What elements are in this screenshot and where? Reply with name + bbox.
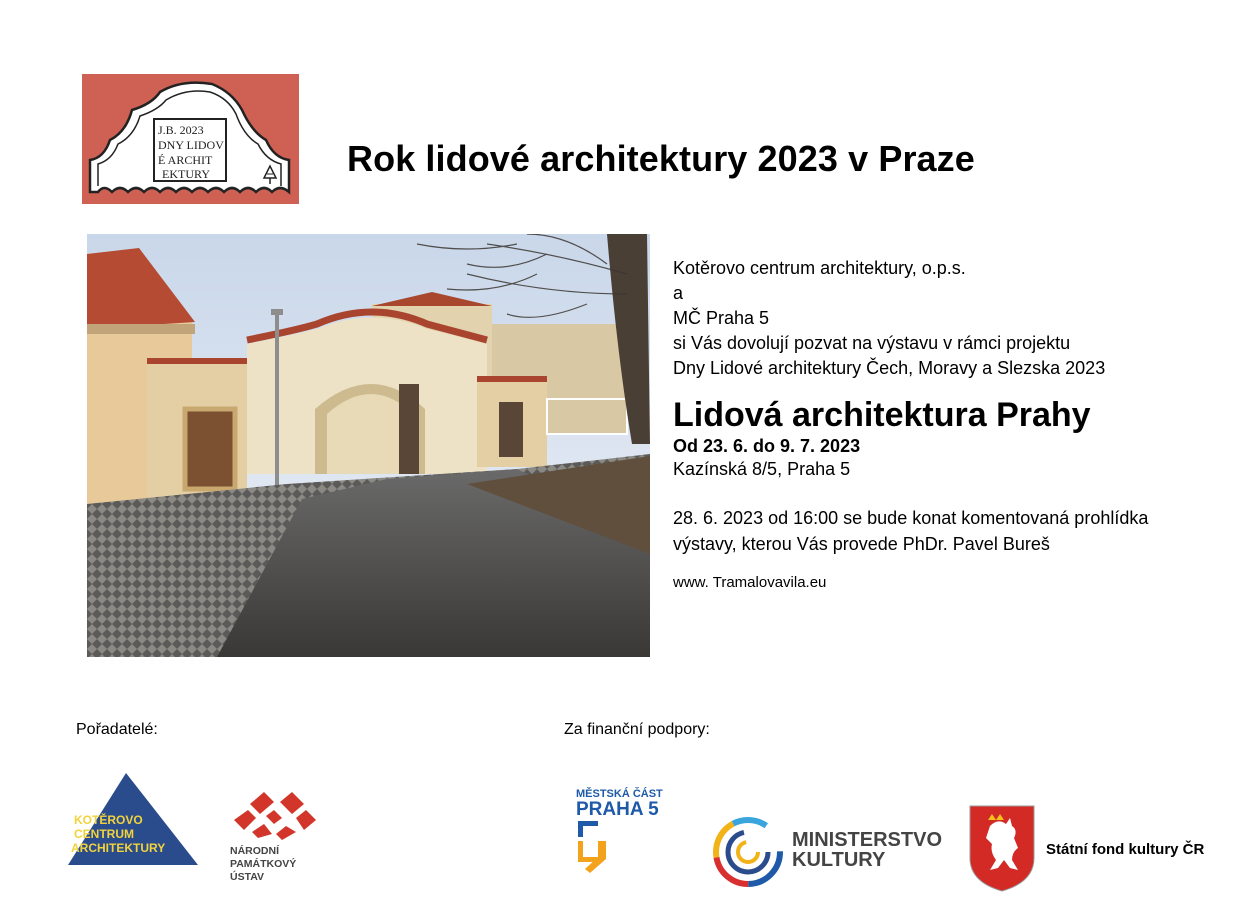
czech-lion-shield-icon	[970, 806, 1034, 891]
exhibition-title: Lidová architektura Prahy	[673, 396, 1091, 434]
kca-logo-line: ARCHITEKTURY	[71, 841, 166, 855]
project-line: Dny Lidové architektury Čech, Moravy a Slezska 2023	[673, 358, 1106, 378]
npu-logo	[230, 790, 340, 885]
ministry-logo-line: KULTURY	[792, 849, 886, 871]
organizer-line: Kotěrovo centrum architektury, o.p.s.	[673, 258, 966, 278]
ministry-emblem-icon	[716, 820, 780, 884]
praha5-emblem-icon	[578, 821, 606, 873]
website-link[interactable]: www. Tramalovavila.eu	[673, 574, 827, 591]
gate-photo	[87, 234, 650, 657]
page-title: Rok lidové architektury 2023 v Praze	[347, 138, 975, 179]
npu-logo-line: PAMÁTKOVÝ	[230, 858, 297, 870]
exhibition-dates: Od 23. 6. do 9. 7. 2023	[673, 436, 861, 456]
conjunction-line: a	[673, 283, 684, 303]
kca-logo-line: KOTĚROVO	[74, 813, 143, 827]
logo-text-line: É ARCHIT	[158, 153, 213, 167]
exhibition-address: Kazínská 8/5, Praha 5	[673, 459, 851, 479]
ministry-logo-line: MINISTERSTVO	[792, 829, 943, 851]
invitation-text	[673, 256, 1253, 595]
praha5-logo-line: PRAHA 5	[576, 799, 659, 820]
state-culture-fund-name: Státní fond kultury ČR	[1046, 841, 1205, 858]
guided-tour-line: 28. 6. 2023 od 16:00 se bude konat komentovaná prohlídka	[673, 508, 1149, 528]
praha5-logo	[570, 785, 680, 880]
supporters-label: Za finanční podpory:	[564, 721, 710, 738]
praha5-logo-line: MĚSTSKÁ ČÁST	[576, 788, 663, 800]
co-organizer-line: MČ Praha 5	[673, 308, 770, 328]
logo-text-line: EKTURY	[162, 167, 210, 181]
logo-text-line: DNY LIDOV	[158, 138, 224, 152]
npu-logo-line: ÚSTAV	[230, 871, 265, 883]
ministry-of-culture-logo	[712, 816, 952, 888]
logo-text-line: J.B. 2023	[158, 123, 204, 137]
kca-logo	[68, 773, 198, 865]
kca-logo-line: CENTRUM	[74, 827, 134, 841]
event-logo	[82, 74, 299, 204]
npu-emblem-icon	[234, 792, 316, 840]
guided-tour-line: výstavy, kterou Vás provede PhDr. Pavel Bureš	[673, 534, 1050, 554]
npu-logo-line: NÁRODNÍ	[230, 845, 279, 857]
guided-tour-text	[673, 505, 1253, 557]
organizers-label: Pořadatelé:	[76, 721, 158, 738]
invitation-line: si Vás dovolují pozvat na výstavu v rámci projektu	[673, 333, 1071, 353]
state-culture-fund-logo	[968, 804, 1228, 892]
